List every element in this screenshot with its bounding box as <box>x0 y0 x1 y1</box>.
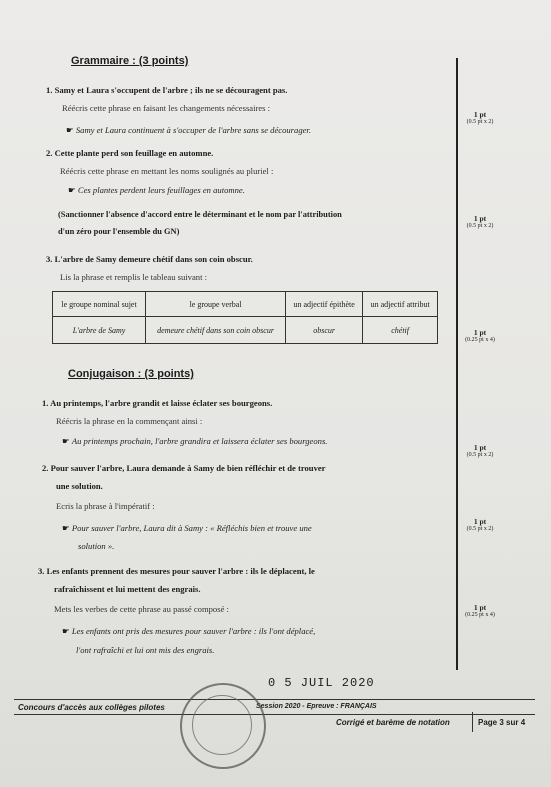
points-box: 1 pt (0.5 pt x 2) <box>466 443 494 458</box>
grammaire-q2-instruction: Réécris cette phrase en mettant les noms soulignés au pluriel : <box>60 166 274 176</box>
table-header-cell: le groupe verbal <box>146 292 286 317</box>
grammaire-q3-instruction: Lis la phrase et remplis le tableau suivant : <box>60 272 208 282</box>
footer-separator <box>472 712 473 732</box>
pointing-hand-icon: ☛ <box>62 626 72 636</box>
conjugaison-q2-answer-line1: ☛ Pour sauver l'arbre, Laura dit à Samy : « Réfléchis bien et trouve une <box>62 523 312 533</box>
grammaire-q1: 1. Samy et Laura s'occupent de l'arbre ; ils ne se découragent pas. <box>46 85 288 95</box>
conjugaison-q1: 1. Au printemps, l'arbre grandit et laisse éclater ses bourgeons. <box>42 398 273 408</box>
conjugaison-q3-line1: 3. Les enfants prennent des mesures pour sauver l'arbre : ils le déplacent, le <box>38 566 315 576</box>
pointing-hand-icon: ☛ <box>68 185 78 195</box>
table-header-cell: le groupe nominal sujet <box>53 292 146 317</box>
conjugaison-q2-instruction: Ecris la phrase à l'impératif : <box>56 501 155 511</box>
table-header-cell: un adjectif attribut <box>363 292 438 317</box>
conjugaison-q3-answer-line1: ☛ Les enfants ont pris des mesures pour sauver l'arbre : ils l'ont déplacé, <box>62 626 316 636</box>
footer-divider <box>14 714 535 715</box>
table-cell: L'arbre de Samy <box>53 317 146 344</box>
points-box: 1 pt (0.5 pt x 2) <box>466 517 494 532</box>
footer-contest: Concours d'accès aux collèges pilotes <box>18 703 165 712</box>
pointing-hand-icon: ☛ <box>62 523 72 533</box>
points-box: 1 pt (0.5 pt x 2) <box>466 110 494 125</box>
footer-session: Session 2020 - Epreuve : FRANÇAIS <box>256 703 377 710</box>
table-header-cell: un adjectif épithète <box>286 292 363 317</box>
grammaire-q2: 2. Cette plante perd son feuillage en automne. <box>46 148 214 158</box>
conjugaison-title: Conjugaison : (3 points) <box>68 368 194 380</box>
points-box: 1 pt (0.25 pt x 4) <box>465 328 495 343</box>
date-stamp: 0 5 JUIL 2020 <box>268 676 375 690</box>
margin-line <box>456 58 458 670</box>
table-cell: chétif <box>363 317 438 344</box>
conjugaison-q1-answer: ☛ Au printemps prochain, l'arbre grandira et laissera éclater ses bourgeons. <box>62 436 328 446</box>
conjugaison-q3-answer-line2: l'ont rafraîchi et lui ont mis des engrais. <box>76 645 215 655</box>
official-seal-icon <box>180 683 266 769</box>
table-cell: obscur <box>286 317 363 344</box>
conjugaison-q3-instruction: Mets les verbes de cette phrase au passé composé : <box>54 604 229 614</box>
grammaire-q3: 3. L'arbre de Samy demeure chétif dans son coin obscur. <box>46 254 253 264</box>
footer-divider-top <box>14 699 535 700</box>
grammaire-note-line1: (Sanctionner l'absence d'accord entre le déterminant et le nom par l'attribution <box>58 210 342 219</box>
pointing-hand-icon: ☛ <box>62 436 72 446</box>
grammaire-q2-answer: ☛ Ces plantes perdent leurs feuillages en automne. <box>68 185 245 195</box>
grammar-table-header-row <box>53 292 438 317</box>
points-box: 1 pt (0.5 pt x 2) <box>466 214 494 229</box>
conjugaison-q2-answer-line2: solution ». <box>78 541 115 551</box>
footer-page-number: Page 3 sur 4 <box>478 718 526 727</box>
footer-corrige: Corrigé et barème de notation <box>336 718 450 727</box>
conjugaison-q1-instruction: Réécris la phrase en la commençant ainsi : <box>56 416 203 426</box>
conjugaison-q2-line1: 2. Pour sauver l'arbre, Laura demande à Samy de bien réfléchir et de trouver <box>42 463 326 473</box>
conjugaison-q3-line2: rafraîchissent et lui mettent des engrais. <box>54 584 201 594</box>
points-box: 1 pt (0.25 pt x 4) <box>465 603 495 618</box>
grammaire-q1-answer: ☛ Samy et Laura continuent à s'occuper de l'arbre sans se décourager. <box>66 125 311 135</box>
grammaire-q1-instruction: Réécris cette phrase en faisant les changements nécessaires : <box>62 103 271 113</box>
grammaire-note-line2: d'un zéro pour l'ensemble du GN) <box>58 227 180 236</box>
grammar-table <box>52 291 438 344</box>
grammar-table-answer-row <box>53 317 438 344</box>
pointing-hand-icon: ☛ <box>66 125 76 135</box>
table-cell: demeure chétif dans son coin obscur <box>146 317 286 344</box>
grammaire-title: Grammaire : (3 points) <box>71 55 189 67</box>
conjugaison-q2-line2: une solution. <box>56 481 103 491</box>
